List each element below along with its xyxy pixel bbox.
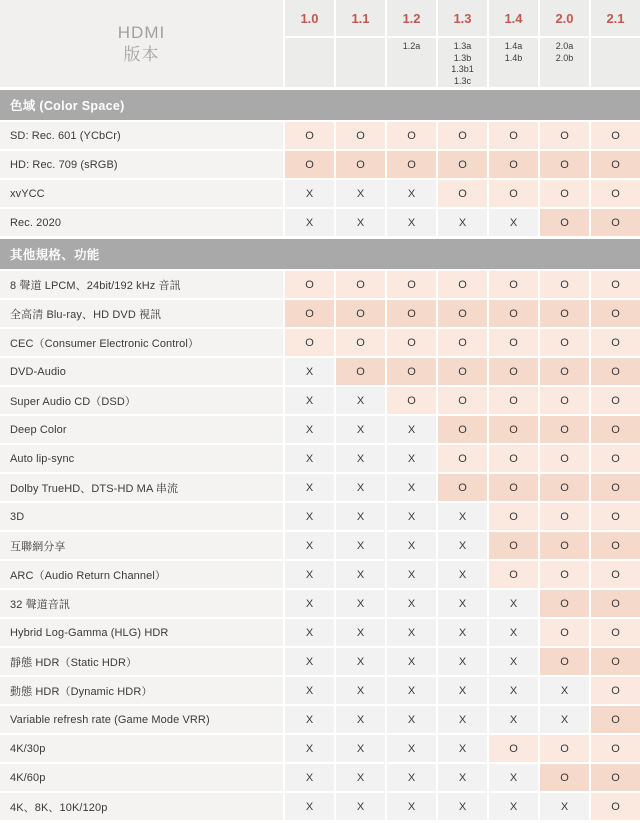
feature-row	[0, 474, 640, 501]
unsupported-cell: X	[438, 590, 487, 617]
supported-cell: O	[285, 329, 334, 356]
version-number: 2.0	[540, 0, 589, 38]
feature-row	[0, 387, 640, 414]
unsupported-cell: X	[489, 793, 538, 820]
supported-cell: O	[438, 180, 487, 207]
version-column-header	[591, 0, 640, 87]
version-column-header	[285, 0, 334, 87]
version-column-header	[540, 0, 589, 87]
supported-cell: O	[591, 300, 640, 327]
version-sub-list	[438, 38, 487, 87]
supported-cell: O	[438, 445, 487, 472]
feature-row	[0, 503, 640, 530]
version-column-header	[336, 0, 385, 87]
feature-row	[0, 561, 640, 588]
supported-cell: O	[591, 590, 640, 617]
supported-cell: O	[387, 122, 436, 149]
sections	[0, 90, 640, 820]
supported-cell: O	[591, 387, 640, 414]
feature-label: Auto lip-sync	[0, 445, 283, 472]
feature-label: 4K/60p	[0, 764, 283, 791]
supported-cell: O	[489, 122, 538, 149]
supported-cell: O	[489, 735, 538, 762]
supported-cell: O	[438, 358, 487, 385]
supported-cell: O	[591, 793, 640, 820]
supported-cell: O	[438, 151, 487, 178]
feature-label: 全高清 Blu-ray、HD DVD 視訊	[0, 300, 283, 327]
supported-cell: O	[438, 300, 487, 327]
supported-cell: O	[489, 503, 538, 530]
supported-cell: O	[540, 561, 589, 588]
supported-cell: O	[438, 271, 487, 298]
unsupported-cell: X	[438, 793, 487, 820]
unsupported-cell: X	[387, 677, 436, 704]
version-sub-list	[387, 38, 436, 53]
unsupported-cell: X	[336, 387, 385, 414]
unsupported-cell: X	[336, 209, 385, 236]
version-number: 1.2	[387, 0, 436, 38]
table-title-line1: HDMI	[117, 22, 166, 42]
supported-cell: O	[540, 358, 589, 385]
supported-cell: O	[591, 209, 640, 236]
unsupported-cell: X	[387, 503, 436, 530]
supported-cell: O	[540, 329, 589, 356]
supported-cell: O	[540, 532, 589, 559]
version-sub-label: 1.3b1	[451, 64, 474, 74]
supported-cell: O	[285, 271, 334, 298]
supported-cell: O	[489, 416, 538, 443]
unsupported-cell: X	[336, 677, 385, 704]
version-columns	[283, 0, 640, 87]
supported-cell: O	[540, 271, 589, 298]
supported-cell: O	[540, 387, 589, 414]
feature-row	[0, 151, 640, 178]
unsupported-cell: X	[438, 764, 487, 791]
unsupported-cell: X	[387, 648, 436, 675]
supported-cell: O	[387, 358, 436, 385]
supported-cell: O	[591, 151, 640, 178]
table-section	[0, 90, 640, 236]
supported-cell: O	[336, 329, 385, 356]
unsupported-cell: X	[489, 619, 538, 646]
feature-row	[0, 416, 640, 443]
feature-label: xvYCC	[0, 180, 283, 207]
supported-cell: O	[489, 445, 538, 472]
version-number: 1.4	[489, 0, 538, 38]
supported-cell: O	[489, 387, 538, 414]
unsupported-cell: X	[387, 793, 436, 820]
unsupported-cell: X	[336, 648, 385, 675]
supported-cell: O	[438, 329, 487, 356]
feature-label: Variable refresh rate (Game Mode VRR)	[0, 706, 283, 733]
feature-label: ARC（Audio Return Channel）	[0, 561, 283, 588]
supported-cell: O	[591, 735, 640, 762]
unsupported-cell: X	[285, 503, 334, 530]
version-sub-label: 1.3a	[453, 41, 472, 51]
unsupported-cell: X	[387, 180, 436, 207]
unsupported-cell: X	[336, 503, 385, 530]
unsupported-cell: X	[285, 561, 334, 588]
table-title	[0, 0, 283, 87]
unsupported-cell: X	[438, 503, 487, 530]
unsupported-cell: X	[489, 648, 538, 675]
feature-row	[0, 706, 640, 733]
supported-cell: O	[336, 271, 385, 298]
unsupported-cell: X	[285, 764, 334, 791]
unsupported-cell: X	[489, 677, 538, 704]
unsupported-cell: X	[285, 648, 334, 675]
unsupported-cell: X	[438, 735, 487, 762]
supported-cell: O	[591, 474, 640, 501]
feature-row	[0, 619, 640, 646]
table-title-line2: 版本	[123, 44, 160, 64]
unsupported-cell: X	[387, 735, 436, 762]
feature-label: Dolby TrueHD、DTS-HD MA 串流	[0, 474, 283, 501]
unsupported-cell: X	[336, 793, 385, 820]
supported-cell: O	[387, 300, 436, 327]
supported-cell: O	[489, 474, 538, 501]
version-sub-list	[591, 38, 640, 41]
unsupported-cell: X	[336, 445, 385, 472]
feature-label: Super Audio CD（DSD）	[0, 387, 283, 414]
supported-cell: O	[591, 677, 640, 704]
feature-label: SD: Rec. 601 (YCbCr)	[0, 122, 283, 149]
version-sub-label: 1.4b	[504, 52, 523, 63]
feature-label: 靜態 HDR（Static HDR）	[0, 648, 283, 675]
supported-cell: O	[540, 503, 589, 530]
feature-label: 3D	[0, 503, 283, 530]
feature-row	[0, 445, 640, 472]
feature-row	[0, 648, 640, 675]
supported-cell: O	[591, 648, 640, 675]
feature-label: 4K/30p	[0, 735, 283, 762]
unsupported-cell: X	[438, 532, 487, 559]
supported-cell: O	[438, 416, 487, 443]
feature-row	[0, 329, 640, 356]
supported-cell: O	[285, 300, 334, 327]
supported-cell: O	[591, 445, 640, 472]
version-sub-list	[285, 38, 334, 41]
unsupported-cell: X	[336, 764, 385, 791]
feature-label: CEC（Consumer Electronic Control）	[0, 329, 283, 356]
table-section	[0, 239, 640, 820]
supported-cell: O	[540, 764, 589, 791]
supported-cell: O	[591, 503, 640, 530]
unsupported-cell: X	[285, 474, 334, 501]
version-sub-label: 1.4a	[504, 41, 523, 51]
unsupported-cell: X	[336, 532, 385, 559]
supported-cell: O	[540, 735, 589, 762]
version-sub-list	[336, 38, 385, 41]
feature-row	[0, 532, 640, 559]
unsupported-cell: X	[336, 735, 385, 762]
unsupported-cell: X	[336, 706, 385, 733]
version-column-header	[438, 0, 487, 87]
unsupported-cell: X	[336, 416, 385, 443]
feature-label: Deep Color	[0, 416, 283, 443]
version-sub-label: 2.0b	[555, 52, 574, 63]
unsupported-cell: X	[336, 590, 385, 617]
feature-row	[0, 122, 640, 149]
table-header	[0, 0, 640, 87]
supported-cell: O	[336, 151, 385, 178]
unsupported-cell: X	[387, 209, 436, 236]
section-rows	[0, 271, 640, 820]
supported-cell: O	[387, 387, 436, 414]
supported-cell: O	[540, 416, 589, 443]
supported-cell: O	[540, 300, 589, 327]
version-column-header	[489, 0, 538, 87]
unsupported-cell: X	[387, 706, 436, 733]
supported-cell: O	[285, 122, 334, 149]
supported-cell: O	[387, 151, 436, 178]
supported-cell: O	[540, 445, 589, 472]
version-number: 1.0	[285, 0, 334, 38]
supported-cell: O	[336, 122, 385, 149]
unsupported-cell: X	[438, 677, 487, 704]
feature-label: Hybrid Log-Gamma (HLG) HDR	[0, 619, 283, 646]
unsupported-cell: X	[285, 209, 334, 236]
unsupported-cell: X	[285, 445, 334, 472]
version-column-header	[387, 0, 436, 87]
feature-row	[0, 590, 640, 617]
unsupported-cell: X	[438, 619, 487, 646]
unsupported-cell: X	[387, 561, 436, 588]
supported-cell: O	[540, 590, 589, 617]
version-number: 2.1	[591, 0, 640, 38]
supported-cell: O	[540, 151, 589, 178]
section-rows	[0, 122, 640, 236]
supported-cell: O	[540, 180, 589, 207]
unsupported-cell: X	[387, 474, 436, 501]
unsupported-cell: X	[285, 590, 334, 617]
unsupported-cell: X	[387, 416, 436, 443]
unsupported-cell: X	[285, 416, 334, 443]
feature-row	[0, 677, 640, 704]
feature-row	[0, 180, 640, 207]
supported-cell: O	[387, 329, 436, 356]
unsupported-cell: X	[387, 619, 436, 646]
unsupported-cell: X	[285, 677, 334, 704]
feature-label: HD: Rec. 709 (sRGB)	[0, 151, 283, 178]
supported-cell: O	[591, 532, 640, 559]
version-sub-label: 1.3c	[453, 75, 471, 86]
unsupported-cell: X	[285, 619, 334, 646]
unsupported-cell: X	[387, 532, 436, 559]
unsupported-cell: X	[387, 590, 436, 617]
version-sub-label: 1.3b	[453, 52, 472, 63]
version-sub-label: 1.2a	[402, 41, 421, 51]
unsupported-cell: X	[540, 677, 589, 704]
supported-cell: O	[540, 648, 589, 675]
unsupported-cell: X	[438, 209, 487, 236]
feature-label: 4K、8K、10K/120p	[0, 793, 283, 820]
supported-cell: O	[591, 271, 640, 298]
supported-cell: O	[336, 300, 385, 327]
supported-cell: O	[591, 619, 640, 646]
feature-row	[0, 764, 640, 791]
supported-cell: O	[438, 122, 487, 149]
feature-row	[0, 735, 640, 762]
unsupported-cell: X	[285, 180, 334, 207]
supported-cell: O	[540, 474, 589, 501]
supported-cell: O	[591, 180, 640, 207]
supported-cell: O	[285, 151, 334, 178]
unsupported-cell: X	[285, 387, 334, 414]
supported-cell: O	[336, 358, 385, 385]
unsupported-cell: X	[540, 706, 589, 733]
version-sub-list	[540, 38, 589, 64]
unsupported-cell: X	[438, 561, 487, 588]
supported-cell: O	[489, 561, 538, 588]
feature-row	[0, 793, 640, 820]
version-sub-label: 2.0a	[555, 41, 574, 51]
feature-row	[0, 358, 640, 385]
section-header: 色域 (Color Space)	[0, 90, 640, 120]
supported-cell: O	[387, 271, 436, 298]
unsupported-cell: X	[285, 358, 334, 385]
unsupported-cell: X	[489, 209, 538, 236]
feature-row	[0, 300, 640, 327]
unsupported-cell: X	[387, 764, 436, 791]
supported-cell: O	[591, 561, 640, 588]
unsupported-cell: X	[336, 561, 385, 588]
feature-row	[0, 209, 640, 236]
supported-cell: O	[489, 358, 538, 385]
feature-label: Rec. 2020	[0, 209, 283, 236]
supported-cell: O	[489, 271, 538, 298]
unsupported-cell: X	[438, 648, 487, 675]
supported-cell: O	[489, 300, 538, 327]
supported-cell: O	[540, 619, 589, 646]
feature-label: 互聯網分享	[0, 532, 283, 559]
unsupported-cell: X	[489, 590, 538, 617]
supported-cell: O	[591, 122, 640, 149]
unsupported-cell: X	[336, 180, 385, 207]
unsupported-cell: X	[336, 474, 385, 501]
feature-label: 32 聲道音訊	[0, 590, 283, 617]
feature-row	[0, 271, 640, 298]
supported-cell: O	[489, 151, 538, 178]
supported-cell: O	[591, 329, 640, 356]
version-number: 1.1	[336, 0, 385, 38]
version-number: 1.3	[438, 0, 487, 38]
version-sub-list	[489, 38, 538, 64]
supported-cell: O	[489, 329, 538, 356]
unsupported-cell: X	[489, 706, 538, 733]
unsupported-cell: X	[540, 793, 589, 820]
feature-label: DVD-Audio	[0, 358, 283, 385]
supported-cell: O	[489, 180, 538, 207]
unsupported-cell: X	[285, 793, 334, 820]
section-header: 其他規格、功能	[0, 239, 640, 269]
supported-cell: O	[591, 764, 640, 791]
unsupported-cell: X	[387, 445, 436, 472]
unsupported-cell: X	[285, 706, 334, 733]
supported-cell: O	[438, 387, 487, 414]
unsupported-cell: X	[489, 764, 538, 791]
supported-cell: O	[591, 416, 640, 443]
unsupported-cell: X	[285, 532, 334, 559]
feature-label: 8 聲道 LPCM、24bit/192 kHz 音訊	[0, 271, 283, 298]
supported-cell: O	[438, 474, 487, 501]
supported-cell: O	[489, 532, 538, 559]
unsupported-cell: X	[285, 735, 334, 762]
supported-cell: O	[591, 358, 640, 385]
supported-cell: O	[540, 209, 589, 236]
supported-cell: O	[540, 122, 589, 149]
supported-cell: O	[591, 706, 640, 733]
feature-label: 動態 HDR（Dynamic HDR）	[0, 677, 283, 704]
unsupported-cell: X	[336, 619, 385, 646]
unsupported-cell: X	[438, 706, 487, 733]
